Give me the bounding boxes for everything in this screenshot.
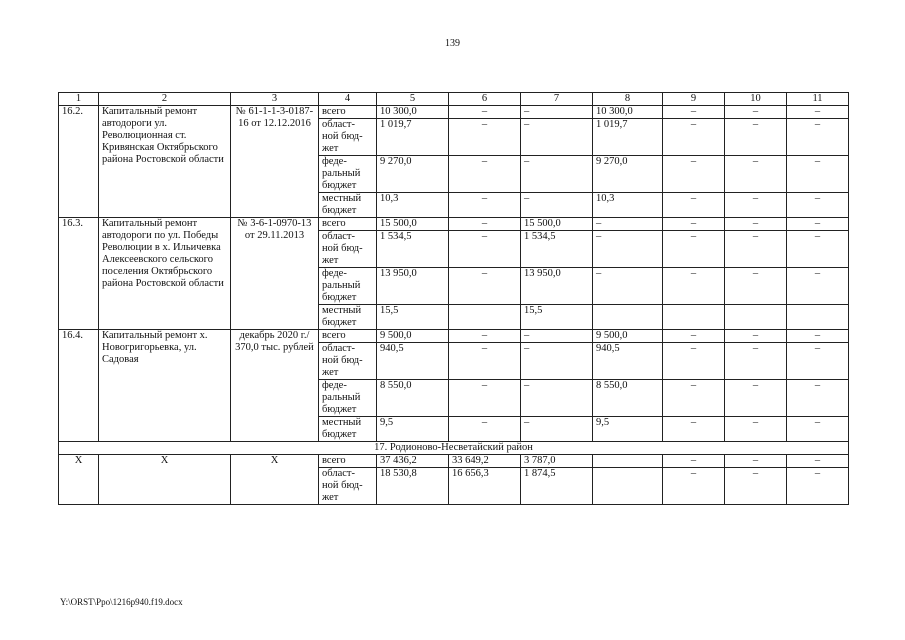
value-cell: – [787, 343, 849, 380]
value-cell: – [449, 330, 521, 343]
funding-source: местный бюджет [319, 417, 377, 442]
value-cell: – [593, 218, 663, 231]
value-cell: – [663, 268, 725, 305]
funding-source: феде- ральный бюджет [319, 268, 377, 305]
value-cell: – [663, 455, 725, 468]
value-cell: – [521, 193, 593, 218]
value-cell: – [787, 231, 849, 268]
value-cell: – [663, 119, 725, 156]
value-cell: – [725, 380, 787, 417]
value-cell: 13 950,0 [377, 268, 449, 305]
value-cell: – [449, 193, 521, 218]
value-cell: – [521, 330, 593, 343]
value-cell: – [725, 455, 787, 468]
col-header: 8 [593, 93, 663, 106]
value-cell: – [725, 468, 787, 505]
value-cell: 10,3 [377, 193, 449, 218]
value-cell: – [449, 218, 521, 231]
value-cell: 9 270,0 [593, 156, 663, 193]
value-cell: – [787, 468, 849, 505]
value-cell [593, 468, 663, 505]
value-cell: – [787, 330, 849, 343]
value-cell: – [449, 119, 521, 156]
col-header: 4 [319, 93, 377, 106]
section-title: 17. Родионово-Несветайский район [59, 442, 849, 455]
value-cell [725, 305, 787, 330]
value-cell: – [725, 218, 787, 231]
funding-source: всего [319, 455, 377, 468]
value-cell: – [787, 380, 849, 417]
value-cell: – [787, 417, 849, 442]
value-cell [593, 455, 663, 468]
value-cell: 33 649,2 [449, 455, 521, 468]
funding-source: област- ной бюд- жет [319, 343, 377, 380]
value-cell: – [663, 330, 725, 343]
value-cell: – [663, 193, 725, 218]
value-cell: 940,5 [593, 343, 663, 380]
value-cell: – [725, 268, 787, 305]
budget-table [58, 92, 849, 505]
funding-source: всего [319, 218, 377, 231]
value-cell: 1 874,5 [521, 468, 593, 505]
district-col3: Х [231, 455, 319, 505]
value-cell: 1 534,5 [377, 231, 449, 268]
funding-source: област- ной бюд- жет [319, 231, 377, 268]
value-cell: – [663, 156, 725, 193]
value-cell: 16 656,3 [449, 468, 521, 505]
col-header: 3 [231, 93, 319, 106]
value-cell: – [521, 380, 593, 417]
district-col1: Х [59, 455, 99, 505]
funding-source: местный бюджет [319, 193, 377, 218]
value-cell [449, 305, 521, 330]
col-header: 11 [787, 93, 849, 106]
value-cell: – [663, 231, 725, 268]
value-cell: – [449, 417, 521, 442]
value-cell: – [663, 218, 725, 231]
table-body [59, 93, 849, 505]
col-header: 10 [725, 93, 787, 106]
value-cell: – [663, 106, 725, 119]
value-cell: – [725, 343, 787, 380]
col-header: 5 [377, 93, 449, 106]
value-cell: – [449, 343, 521, 380]
funding-source: местный бюджет [319, 305, 377, 330]
project-document: № 3-6-1-0970-13 от 29.11.2013 [231, 218, 319, 330]
value-cell: 8 550,0 [377, 380, 449, 417]
value-cell: – [663, 417, 725, 442]
value-cell: – [725, 417, 787, 442]
value-cell: – [725, 119, 787, 156]
project-number: 16.2. [59, 106, 99, 218]
table-row [59, 106, 849, 119]
value-cell: – [521, 106, 593, 119]
value-cell: – [521, 156, 593, 193]
value-cell [593, 305, 663, 330]
value-cell: – [593, 231, 663, 268]
value-cell: – [725, 156, 787, 193]
value-cell: – [787, 268, 849, 305]
page-number: 139 [445, 38, 460, 49]
funding-source: област- ной бюд- жет [319, 468, 377, 505]
value-cell: – [449, 231, 521, 268]
value-cell: 9 270,0 [377, 156, 449, 193]
value-cell: – [787, 218, 849, 231]
value-cell: 3 787,0 [521, 455, 593, 468]
value-cell: 1 534,5 [521, 231, 593, 268]
district-col2: Х [99, 455, 231, 505]
project-document: декабрь 2020 г./ 370,0 тыс. рублей [231, 330, 319, 442]
project-number: 16.3. [59, 218, 99, 330]
value-cell: 9,5 [593, 417, 663, 442]
project-document: № 61-1-1-3-0187-16 от 12.12.2016 [231, 106, 319, 218]
value-cell: 15,5 [377, 305, 449, 330]
value-cell: – [725, 330, 787, 343]
value-cell: 13 950,0 [521, 268, 593, 305]
value-cell [787, 305, 849, 330]
value-cell: – [787, 119, 849, 156]
value-cell: – [787, 455, 849, 468]
value-cell: 940,5 [377, 343, 449, 380]
funding-source: феде- ральный бюджет [319, 156, 377, 193]
value-cell: 15 500,0 [377, 218, 449, 231]
funding-source: всего [319, 106, 377, 119]
value-cell: – [787, 193, 849, 218]
value-cell: – [663, 380, 725, 417]
value-cell: – [787, 106, 849, 119]
value-cell: – [449, 268, 521, 305]
project-name: Капитальный ремонт х. Новогригорьевка, ул. Садовая [99, 330, 231, 442]
project-name: Капитальный ремонт автодороги по ул. Победы Революции в х. Ильичевка Алексеевского сельского поселения Октябрьского района Ростовской области [99, 218, 231, 330]
value-cell: – [449, 156, 521, 193]
value-cell: – [449, 106, 521, 119]
funding-source: всего [319, 330, 377, 343]
col-header: 2 [99, 93, 231, 106]
value-cell: – [663, 343, 725, 380]
project-number: 16.4. [59, 330, 99, 442]
section-row [59, 442, 849, 455]
table-row [59, 455, 849, 468]
value-cell: 37 436,2 [377, 455, 449, 468]
col-header: 1 [59, 93, 99, 106]
value-cell: 10 300,0 [377, 106, 449, 119]
value-cell: 10 300,0 [593, 106, 663, 119]
header-row [59, 93, 849, 106]
value-cell: 1 019,7 [377, 119, 449, 156]
table-row [59, 330, 849, 343]
value-cell: 1 019,7 [593, 119, 663, 156]
project-name: Капитальный ремонт автодороги ул. Революционная ст. Кривянская Октябрьского района Ростовской области [99, 106, 231, 218]
value-cell: 18 530,8 [377, 468, 449, 505]
value-cell: 10,3 [593, 193, 663, 218]
value-cell: – [725, 106, 787, 119]
value-cell: 9 500,0 [377, 330, 449, 343]
value-cell [663, 305, 725, 330]
value-cell: – [663, 468, 725, 505]
table-row [59, 218, 849, 231]
col-header: 6 [449, 93, 521, 106]
value-cell: 9 500,0 [593, 330, 663, 343]
value-cell: – [449, 380, 521, 417]
value-cell: 8 550,0 [593, 380, 663, 417]
value-cell: 15 500,0 [521, 218, 593, 231]
value-cell: – [593, 268, 663, 305]
col-header: 7 [521, 93, 593, 106]
funding-source: област- ной бюд- жет [319, 119, 377, 156]
value-cell: – [725, 193, 787, 218]
footer-file-path: Y:\ORST\Ppo\1216p940.f19.docx [60, 597, 183, 607]
value-cell: – [725, 231, 787, 268]
value-cell: – [521, 417, 593, 442]
value-cell: – [521, 343, 593, 380]
funding-source: феде- ральный бюджет [319, 380, 377, 417]
value-cell: 9,5 [377, 417, 449, 442]
value-cell: – [521, 119, 593, 156]
value-cell: – [787, 156, 849, 193]
value-cell: 15,5 [521, 305, 593, 330]
col-header: 9 [663, 93, 725, 106]
